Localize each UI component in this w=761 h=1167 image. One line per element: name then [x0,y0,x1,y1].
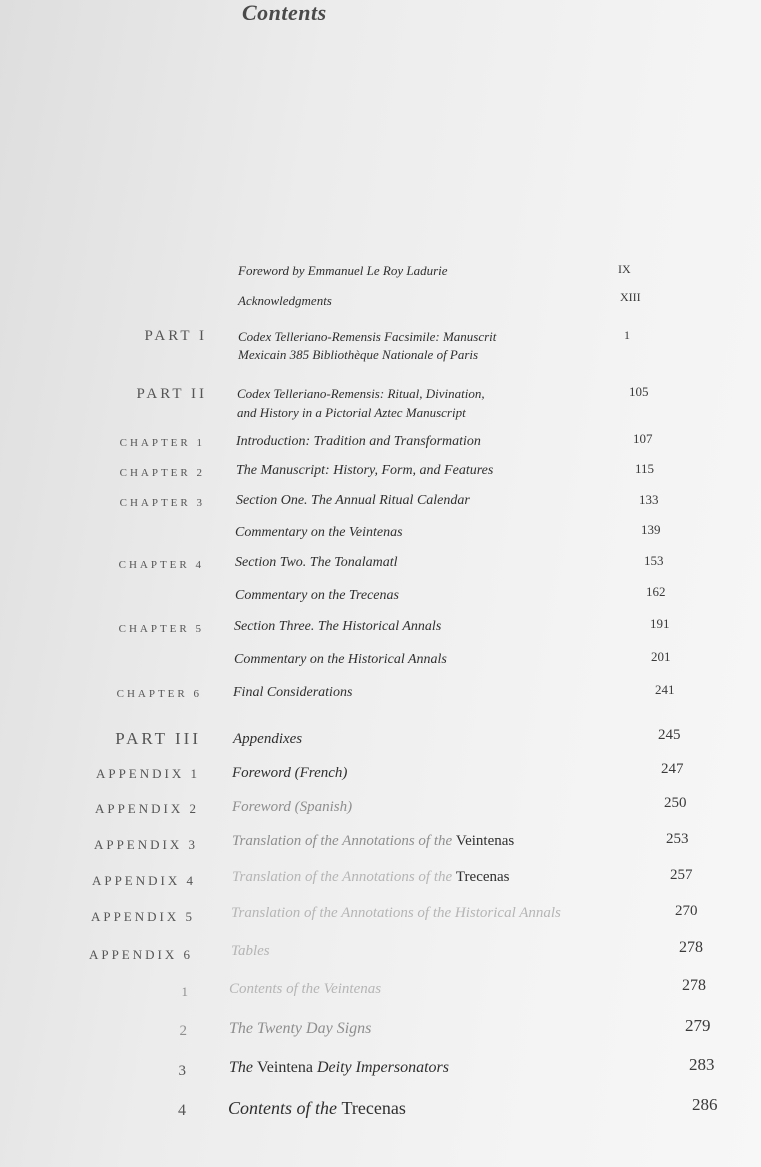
toc-page-part-3: 245 [658,727,681,743]
toc-title-appendix-6[interactable]: Tables [231,943,270,959]
toc-title-appendix-1[interactable]: Foreword (French) [232,765,348,781]
toc-title-appendix-4[interactable] [232,867,510,887]
toc-title-appendix-4-part-b: Trecenas [455,869,510,885]
toc-page-chapter-5: 191 [650,616,670,631]
toc-page-commentary-trecenas: 162 [646,584,666,599]
toc-page-part-1: 1 [624,328,630,342]
toc-title-chapter-2[interactable]: The Manuscript: History, Form, and Features [236,463,494,478]
toc-label-part-1: PART I [144,328,207,344]
toc-label-appendix-1: APPENDIX 1 [95,766,200,781]
toc-title-foreword[interactable]: Foreword by Emmanuel Le Roy Ladurie [238,263,448,278]
toc-label-table-1: 1 [181,984,191,999]
toc-label-table-4: 4 [178,1102,189,1119]
toc-title-table-4-part-b: Trecenas [341,1098,406,1118]
toc-title-chapter-5[interactable]: Section Three. The Historical Annals [234,619,442,634]
toc-label-chapter-1: CHAPTER 1 [119,437,205,449]
toc-label-chapter-2: CHAPTER 2 [119,467,205,479]
toc-title-part-3[interactable]: Appendixes [233,731,303,747]
toc-title-appendix-3[interactable] [232,831,514,851]
toc-title-appendix-5[interactable]: Translation of the Annotations of the Historical Annals [231,905,561,921]
toc-title-appendix-2[interactable]: Foreword (Spanish) [232,799,353,815]
toc-label-chapter-3: CHAPTER 3 [119,497,205,509]
toc-label-part-3: PART III [115,729,201,748]
toc-page-chapter-2: 115 [635,461,655,476]
toc-page-chapter-6: 241 [655,682,675,697]
toc-label-appendix-4: APPENDIX 4 [91,873,196,888]
toc-page-appendix-4: 257 [670,867,693,883]
toc-label-appendix-2: APPENDIX 2 [94,801,199,816]
toc-title-table-4[interactable] [228,1096,406,1120]
toc-title-table-3-part-a: The [229,1059,257,1076]
toc-title-chapter-1[interactable]: Introduction: Tradition and Transformation [236,434,481,449]
toc-label-appendix-5: APPENDIX 5 [90,909,195,924]
toc-title-table-3-part-c: Deity Impersonators [312,1059,449,1076]
toc-page-table-1: 278 [682,977,706,994]
toc-label-table-3: 3 [178,1063,189,1079]
toc-page-appendix-5: 270 [675,903,698,919]
toc-title-part-1-line2[interactable]: Mexicain 385 Bibliothèque Nationale of Paris [238,347,479,362]
toc-label-chapter-4: CHAPTER 4 [118,559,204,571]
toc-title-part-1-line1[interactable]: Codex Telleriano-Remensis Facsimile: Manuscrit [238,329,497,344]
toc-page-chapter-4: 153 [644,553,664,568]
toc-title-appendix-4-part-a: Translation of the Annotations of the [232,869,456,885]
toc-title-appendix-3-part-a: Translation of the Annotations of the [232,833,456,849]
toc-label-table-2: 2 [179,1023,190,1039]
toc-page-commentary-veintenas: 139 [641,522,661,537]
toc-page-appendix-6: 278 [679,939,703,956]
toc-page-table-3: 283 [689,1055,715,1074]
toc-title-table-1[interactable]: Contents of the Veintenas [229,981,382,997]
page-title: Contents [242,0,327,25]
toc-page-part-2: 105 [629,384,649,399]
toc-page-acknowledgments: XIII [620,290,641,304]
toc-label-appendix-3: APPENDIX 3 [93,837,198,852]
toc-title-table-3[interactable] [229,1057,449,1079]
toc-title-table-2[interactable]: The Twenty Day Signs [229,1020,372,1037]
toc-page-appendix-3: 253 [666,831,689,847]
toc-title-acknowledgments[interactable]: Acknowledgments [238,293,332,308]
toc-title-appendix-3-part-b: Veintenas [455,833,515,849]
toc-title-table-3-part-b: Veintena [257,1059,313,1076]
toc-title-part-2-line2[interactable]: and History in a Pictorial Aztec Manuscript [237,405,466,420]
toc-label-chapter-5: CHAPTER 5 [118,623,204,635]
toc-title-commentary-trecenas[interactable]: Commentary on the Trecenas [235,588,399,603]
toc-label-appendix-6: APPENDIX 6 [88,947,193,962]
toc-page-appendix-1: 247 [661,761,684,777]
toc-title-commentary-historical-annals[interactable]: Commentary on the Historical Annals [234,652,447,667]
toc-title-part-2-line1[interactable]: Codex Telleriano-Remensis: Ritual, Divination, [237,386,485,401]
toc-page-chapter-3: 133 [639,492,659,507]
toc-page-table-4: 286 [692,1095,718,1114]
toc-title-commentary-veintenas[interactable]: Commentary on the Veintenas [235,525,403,540]
toc-label-chapter-6: CHAPTER 6 [116,688,202,700]
toc-title-chapter-3[interactable]: Section One. The Annual Ritual Calendar [236,493,470,508]
toc-title-table-4-part-a: Contents of the [228,1098,342,1118]
toc-label-part-2: PART II [136,386,207,402]
toc-page-chapter-1: 107 [633,431,653,446]
toc-title-chapter-6[interactable]: Final Considerations [233,685,353,700]
toc-page-table-2: 279 [685,1016,711,1035]
toc-page-foreword: IX [618,262,631,276]
toc-page-appendix-2: 250 [664,795,687,811]
toc-page-commentary-historical-annals: 201 [651,649,671,664]
toc-title-chapter-4[interactable]: Section Two. The Tonalamatl [235,555,398,570]
